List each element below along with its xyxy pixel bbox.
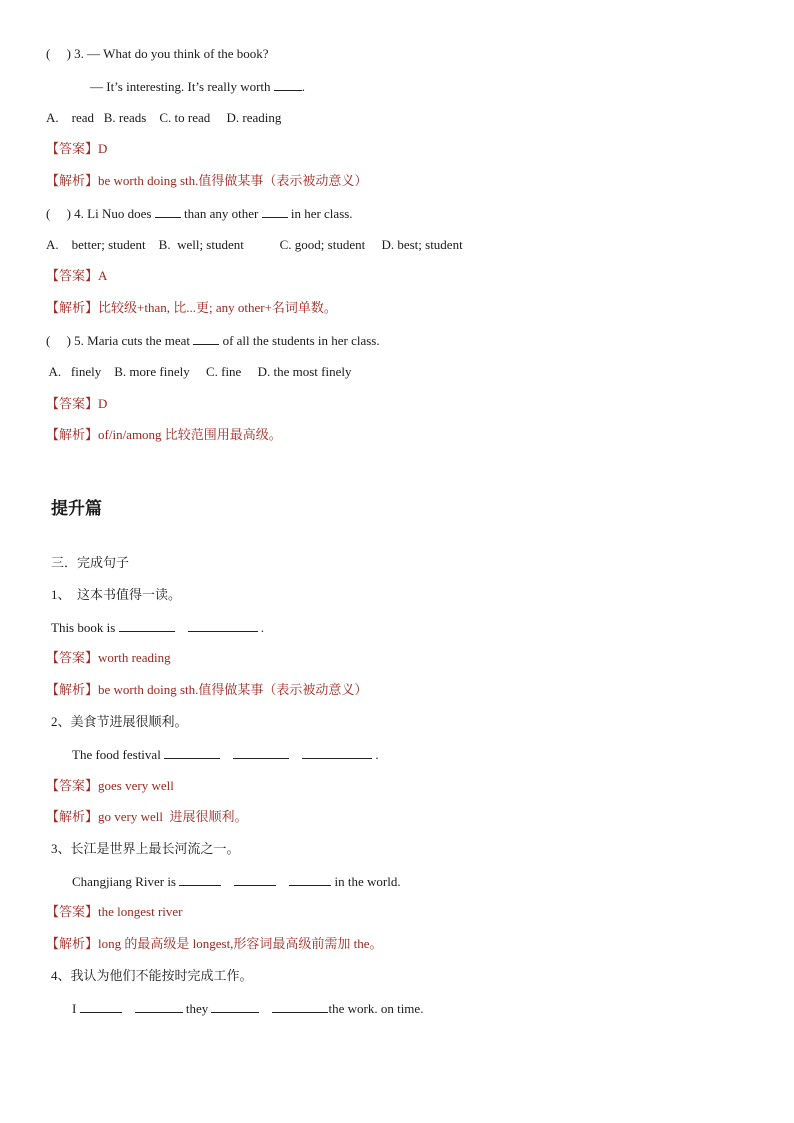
analysis-text: go very well 进展很顺利。: [98, 809, 248, 824]
reply-text: — It’s interesting. It’s really worth: [90, 79, 274, 94]
question-4-stem: [46, 205, 353, 222]
answer-value: D: [98, 141, 108, 156]
answer-blank: [233, 746, 289, 759]
analysis-label: 【解析】: [46, 809, 99, 824]
item-1-analysis: [46, 682, 367, 698]
analysis-text: be worth doing sth.值得做某事（表示被动意义）: [98, 682, 368, 697]
sentence-text: Changjiang River is: [72, 874, 180, 889]
answer-blank: [272, 1000, 328, 1013]
analysis-label: 【解析】: [46, 300, 99, 315]
analysis-label: 【解析】: [46, 682, 99, 697]
answer-blank: [119, 619, 175, 632]
question-4-options: A. better; student B. well; student C. good; student D. best; student: [46, 237, 463, 252]
question-5-options: A. finely B. more finely C. fine D. the most finely: [46, 364, 352, 379]
answer-label: 【答案】: [46, 396, 99, 411]
question-text: Maria cuts the meat: [87, 333, 194, 348]
answer-label: 【答案】: [46, 778, 99, 793]
analysis-label: 【解析】: [46, 936, 99, 951]
question-number: ( ) 3.: [46, 46, 88, 61]
item-4-english: [72, 1000, 423, 1017]
question-text: Li Nuo does: [87, 206, 155, 221]
sentence-text: The food festival: [72, 747, 165, 762]
answer-blank: [179, 873, 221, 886]
question-5-answer: [46, 396, 107, 412]
question-3-options: A. read B. reads C. to read D. reading: [46, 110, 282, 125]
sentence-text: they: [182, 1001, 212, 1016]
question-4-analysis: [46, 300, 337, 316]
sentence-end: .: [257, 620, 265, 635]
question-3-analysis: [46, 173, 367, 189]
answer-value: D: [98, 396, 108, 411]
answer-blank: [80, 1000, 122, 1013]
question-number: ( ) 4.: [46, 206, 88, 221]
answer-blank: [164, 746, 220, 759]
item-3-answer: [46, 904, 183, 920]
item-2-chinese: 2、美食节进展很顺利。: [51, 714, 188, 729]
answer-blank: [211, 1000, 259, 1013]
analysis-label: 【解析】: [46, 427, 99, 442]
answer-blank: [155, 205, 181, 218]
sentence-end: the work. on time.: [328, 1001, 424, 1016]
answer-label: 【答案】: [46, 268, 99, 283]
answer-blank: [302, 746, 372, 759]
question-number: ( ) 5.: [46, 333, 88, 348]
answer-value: the longest river: [98, 904, 183, 919]
question-text: than any other: [180, 206, 262, 221]
sentence-text: This book is: [51, 620, 119, 635]
answer-blank: [289, 873, 331, 886]
item-2-analysis: [46, 809, 248, 825]
question-text: — What do you think of the book?: [87, 46, 269, 61]
analysis-text: of/in/among 比较范围用最高级。: [98, 427, 282, 442]
answer-blank: [135, 1000, 183, 1013]
sentence-end: .: [372, 747, 379, 762]
item-4-chinese: 4、我认为他们不能按时完成工作。: [51, 968, 253, 983]
analysis-text: long 的最高级是 longest,形容词最高级前需加 the。: [98, 936, 383, 951]
analysis-text: 比较级+than, 比...更; any other+名词单数。: [98, 300, 337, 315]
answer-value: goes very well: [98, 778, 174, 793]
question-5-stem: [46, 332, 380, 349]
item-3-english: [72, 873, 401, 890]
answer-blank: [234, 873, 276, 886]
answer-blank: [262, 205, 288, 218]
item-2-english: [72, 746, 379, 763]
section-title: 提升篇: [51, 499, 102, 519]
answer-blank: [193, 332, 219, 345]
item-1-answer: [46, 650, 171, 666]
answer-blank: [274, 78, 302, 91]
analysis-text: be worth doing sth.值得做某事（表示被动意义）: [98, 173, 368, 188]
item-1-chinese: 1、 这本书值得一读。: [51, 587, 182, 602]
answer-label: 【答案】: [46, 904, 99, 919]
question-text: of all the students in her class.: [219, 333, 380, 348]
reply-end: .: [301, 79, 306, 94]
item-1-english: [51, 619, 264, 636]
analysis-label: 【解析】: [46, 173, 99, 188]
item-3-analysis: [46, 936, 383, 952]
question-4-answer: [46, 268, 107, 284]
question-5-analysis: [46, 427, 282, 443]
answer-value: A: [98, 268, 108, 283]
answer-label: 【答案】: [46, 650, 99, 665]
answer-label: 【答案】: [46, 141, 99, 156]
question-3-stem: [46, 46, 269, 62]
answer-value: worth reading: [98, 650, 171, 665]
item-2-answer: [46, 778, 174, 794]
item-3-chinese: 3、长江是世界上最长河流之一。: [51, 841, 240, 856]
question-text: in her class.: [287, 206, 353, 221]
sentence-end: in the world.: [331, 874, 401, 889]
part-title: 三．完成句子: [51, 555, 130, 570]
question-3-reply: [90, 78, 305, 95]
answer-blank: [188, 619, 258, 632]
sentence-text: I: [72, 1001, 80, 1016]
question-3-answer: [46, 141, 107, 157]
